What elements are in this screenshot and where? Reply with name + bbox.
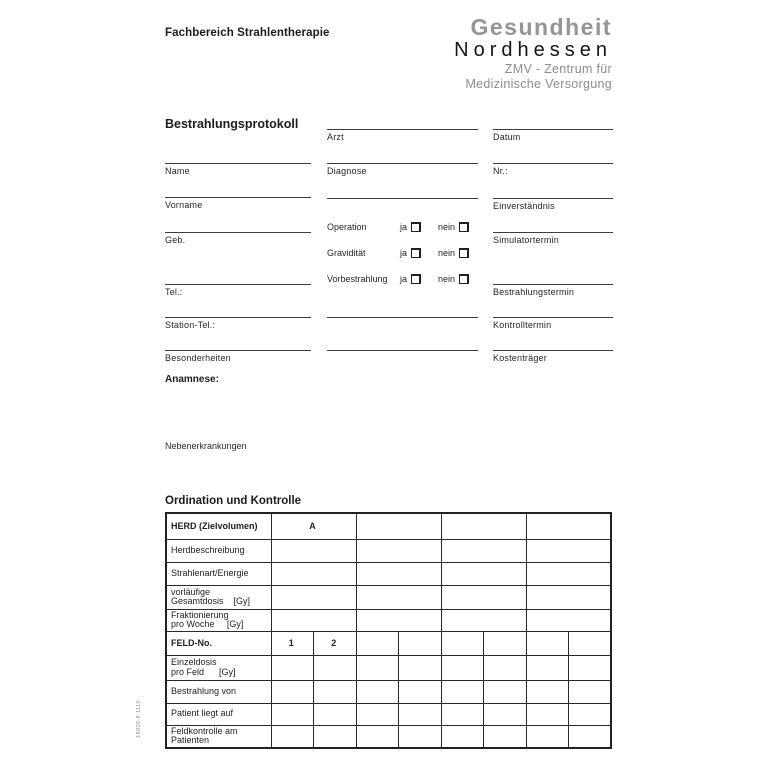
field-vorname bbox=[165, 183, 311, 210]
field-bestrahlungstermin bbox=[493, 270, 613, 297]
field-label: Einverständnis bbox=[493, 200, 555, 211]
field-label bbox=[327, 199, 478, 201]
table-cell[interactable] bbox=[399, 725, 442, 748]
blank-field-3 bbox=[327, 336, 478, 353]
table-cell[interactable] bbox=[271, 562, 356, 585]
field-label: Diagnose bbox=[327, 165, 367, 176]
row-label-line2: Gesamtdosis [Gy] bbox=[171, 596, 251, 606]
table-cell[interactable] bbox=[271, 609, 356, 631]
table-cell[interactable] bbox=[441, 655, 484, 680]
diagnose-input-line[interactable] bbox=[327, 149, 478, 164]
field-label: Kontrolltermin bbox=[493, 319, 552, 330]
table-cell[interactable] bbox=[356, 609, 441, 631]
row-einzeldosis bbox=[166, 655, 611, 680]
table-cell[interactable] bbox=[399, 680, 442, 703]
row-label bbox=[166, 562, 271, 585]
table-cell[interactable] bbox=[399, 655, 442, 680]
row-label-line1: Bestrahlung von bbox=[171, 685, 237, 696]
checkbox-row-graviditaet bbox=[327, 246, 480, 259]
vorbestrahlung-ja-checkbox[interactable] bbox=[411, 274, 421, 284]
checkbox-row-label: Gravidität bbox=[327, 247, 366, 258]
field-label bbox=[327, 351, 478, 353]
herd-header-row bbox=[166, 513, 611, 539]
table-cell[interactable] bbox=[356, 703, 399, 725]
einverstaendnis-input-line[interactable] bbox=[493, 184, 613, 199]
row-label bbox=[166, 655, 271, 680]
table-cell[interactable] bbox=[441, 725, 484, 748]
feld-header-row bbox=[166, 631, 611, 655]
table-cell[interactable] bbox=[526, 655, 569, 680]
feld-col-1: 1 bbox=[271, 631, 314, 655]
feld-col-cell[interactable] bbox=[356, 631, 399, 655]
table-cell[interactable] bbox=[484, 725, 527, 748]
row-label-line2: pro Feld [Gy] bbox=[171, 666, 236, 677]
name-input-line[interactable] bbox=[165, 149, 311, 164]
table-cell[interactable] bbox=[271, 725, 314, 748]
field-nr bbox=[493, 149, 613, 176]
field-tel bbox=[165, 270, 311, 297]
field-kontrolltermin bbox=[493, 303, 613, 330]
table-cell[interactable] bbox=[484, 703, 527, 725]
table-cell[interactable] bbox=[441, 562, 526, 585]
nein-label: nein bbox=[438, 273, 456, 284]
table-cell[interactable] bbox=[356, 680, 399, 703]
blank-input-line[interactable] bbox=[327, 184, 478, 199]
field-besonderheiten bbox=[165, 336, 311, 363]
row-label bbox=[166, 703, 271, 725]
table-cell[interactable] bbox=[526, 703, 569, 725]
row-label bbox=[166, 609, 271, 631]
table-cell[interactable] bbox=[271, 655, 314, 680]
blank-field-2 bbox=[327, 303, 478, 320]
checkbox-row-label: Vorbestrahlung bbox=[327, 273, 388, 284]
kontrolltermin-input-line[interactable] bbox=[493, 303, 613, 318]
logo-subtitle-2: Medizinische Versorgung bbox=[465, 76, 612, 91]
field-geb bbox=[165, 218, 311, 245]
row-herdbeschreibung bbox=[166, 539, 611, 562]
department-title: Fachbereich Strahlentherapie bbox=[165, 27, 330, 39]
table-cell[interactable] bbox=[441, 703, 484, 725]
kostentraeger-input-line[interactable] bbox=[493, 336, 613, 351]
vorname-input-line[interactable] bbox=[165, 183, 311, 198]
herd-col-a: A bbox=[271, 513, 356, 539]
row-label-line1: vorläufige bbox=[171, 586, 211, 597]
anamnese-label: Anamnese: bbox=[165, 374, 219, 385]
table-cell[interactable] bbox=[356, 585, 441, 609]
table-cell[interactable] bbox=[314, 680, 357, 703]
nebenerkrankungen-label: Nebenerkrankungen bbox=[165, 441, 247, 451]
table-cell[interactable] bbox=[569, 680, 612, 703]
graviditaet-nein-checkbox[interactable] bbox=[459, 248, 469, 258]
form-code: 19026-8 1110 bbox=[136, 700, 142, 738]
feld-col-cell[interactable] bbox=[569, 631, 612, 655]
herd-col-cell[interactable] bbox=[526, 513, 611, 539]
vorbestrahlung-nein-checkbox[interactable] bbox=[459, 274, 469, 284]
datum-input-line[interactable] bbox=[493, 115, 613, 130]
station-tel-input-line[interactable] bbox=[165, 303, 311, 318]
tel-input-line[interactable] bbox=[165, 270, 311, 285]
bestrahlungstermin-input-line[interactable] bbox=[493, 270, 613, 285]
table-cell[interactable] bbox=[356, 562, 441, 585]
field-arzt bbox=[327, 115, 478, 142]
logo-name-top: Gesundheit bbox=[470, 14, 612, 40]
table-cell[interactable] bbox=[441, 680, 484, 703]
table-cell[interactable] bbox=[356, 539, 441, 562]
operation-nein-checkbox[interactable] bbox=[459, 222, 469, 232]
row-label-line1: Strahlenart/Energie bbox=[171, 567, 249, 578]
besonderheiten-input-line[interactable] bbox=[165, 336, 311, 351]
table-cell[interactable] bbox=[356, 725, 399, 748]
table-cell[interactable] bbox=[569, 655, 612, 680]
field-label: Bestrahlungstermin bbox=[493, 286, 575, 297]
row-fraktionierung bbox=[166, 609, 611, 631]
field-label: Geb. bbox=[165, 234, 186, 245]
simulatortermin-input-line[interactable] bbox=[493, 218, 613, 233]
table-cell[interactable] bbox=[271, 585, 356, 609]
table-cell[interactable] bbox=[569, 703, 612, 725]
table-cell[interactable] bbox=[271, 703, 314, 725]
feld-col-2: 2 bbox=[314, 631, 357, 655]
table-cell[interactable] bbox=[526, 609, 611, 631]
field-name bbox=[165, 149, 311, 176]
table-cell[interactable] bbox=[484, 680, 527, 703]
table-cell[interactable] bbox=[526, 562, 611, 585]
field-datum bbox=[493, 115, 613, 142]
field-label: Station-Tel.: bbox=[165, 319, 216, 330]
operation-ja-checkbox[interactable] bbox=[411, 222, 421, 232]
ja-label: ja bbox=[400, 273, 408, 284]
table-cell[interactable] bbox=[314, 703, 357, 725]
feld-col-cell[interactable] bbox=[441, 631, 484, 655]
table-cell[interactable] bbox=[271, 680, 314, 703]
nein-label: nein bbox=[438, 221, 456, 232]
row-strahlenart bbox=[166, 562, 611, 585]
ordination-table-wrap bbox=[165, 512, 612, 749]
row-label-line1: Feldkontrolle am bbox=[171, 725, 238, 736]
row-bestrahlung-von bbox=[166, 680, 611, 703]
row-label-line1: Patient liegt auf bbox=[171, 708, 234, 719]
row-label bbox=[166, 585, 271, 609]
row-label bbox=[166, 725, 271, 748]
field-label: Kostenträger bbox=[493, 352, 547, 363]
field-station-tel bbox=[165, 303, 311, 330]
row-label-line1: Herdbeschreibung bbox=[171, 544, 245, 555]
field-label: Nr.: bbox=[493, 165, 508, 176]
nein-label: nein bbox=[438, 247, 456, 258]
row-feldkontrolle bbox=[166, 725, 611, 748]
field-label: Simulatortermin bbox=[493, 234, 560, 245]
feld-col-cell[interactable] bbox=[526, 631, 569, 655]
row-label-line1: Fraktionierung bbox=[171, 609, 229, 620]
form-title: Bestrahlungsprotokoll bbox=[165, 117, 299, 131]
geb-input-line[interactable] bbox=[165, 218, 311, 233]
row-label bbox=[166, 680, 271, 703]
field-label: Vorname bbox=[165, 199, 203, 210]
table-cell[interactable] bbox=[441, 539, 526, 562]
checkbox-row-vorbestrahlung bbox=[327, 272, 480, 285]
field-label: Name bbox=[165, 165, 190, 176]
ja-label: ja bbox=[400, 247, 408, 258]
blank-input-line[interactable] bbox=[327, 336, 478, 351]
field-label: Besonderheiten bbox=[165, 352, 231, 363]
field-label: Tel.: bbox=[165, 286, 183, 297]
field-label: Datum bbox=[493, 131, 521, 142]
field-label: Arzt bbox=[327, 131, 344, 142]
table-cell[interactable] bbox=[314, 725, 357, 748]
row-label bbox=[166, 539, 271, 562]
table-cell[interactable] bbox=[526, 539, 611, 562]
logo-subtitle-1: ZMV - Zentrum für bbox=[504, 62, 612, 76]
table-cell[interactable] bbox=[441, 585, 526, 609]
row-gesamtdosis bbox=[166, 585, 611, 609]
table-cell[interactable] bbox=[441, 609, 526, 631]
table-cell[interactable] bbox=[314, 655, 357, 680]
table-cell[interactable] bbox=[271, 539, 356, 562]
ja-label: ja bbox=[400, 221, 408, 232]
graviditaet-ja-checkbox[interactable] bbox=[411, 248, 421, 258]
table-cell[interactable] bbox=[399, 703, 442, 725]
row-label-line2: Patienten bbox=[171, 735, 210, 746]
table-cell[interactable] bbox=[356, 655, 399, 680]
blank-field-1 bbox=[327, 184, 478, 201]
row-label-line1: Einzeldosis bbox=[171, 657, 217, 667]
field-kostentraeger bbox=[493, 336, 613, 363]
arzt-input-line[interactable] bbox=[327, 115, 478, 130]
blank-input-line[interactable] bbox=[327, 303, 478, 318]
ordination-section-title: Ordination und Kontrolle bbox=[165, 495, 302, 507]
checkbox-row-operation bbox=[327, 220, 480, 233]
herd-col-cell[interactable] bbox=[441, 513, 526, 539]
herd-col-cell[interactable] bbox=[356, 513, 441, 539]
table-cell[interactable] bbox=[484, 655, 527, 680]
feld-col-cell[interactable] bbox=[484, 631, 527, 655]
feld-col-cell[interactable] bbox=[399, 631, 442, 655]
nr-input-line[interactable] bbox=[493, 149, 613, 164]
logo-name-bottom: Nordhessen bbox=[454, 39, 612, 61]
table-cell[interactable] bbox=[526, 585, 611, 609]
clinic-logo bbox=[454, 16, 612, 92]
ordination-table bbox=[165, 512, 612, 749]
field-label bbox=[327, 318, 478, 320]
checkbox-row-label: Operation bbox=[327, 221, 367, 232]
table-cell[interactable] bbox=[526, 725, 569, 748]
herd-header-label: HERD (Zielvolumen) bbox=[166, 513, 271, 539]
table-cell[interactable] bbox=[526, 680, 569, 703]
feld-header-label: FELD-No. bbox=[166, 631, 271, 655]
row-label-line2: pro Woche [Gy] bbox=[171, 619, 244, 629]
table-cell[interactable] bbox=[569, 725, 612, 748]
row-patient-liegt-auf bbox=[166, 703, 611, 725]
field-diagnose bbox=[327, 149, 478, 176]
field-simulatortermin bbox=[493, 218, 613, 245]
field-einverstaendnis bbox=[493, 184, 613, 211]
